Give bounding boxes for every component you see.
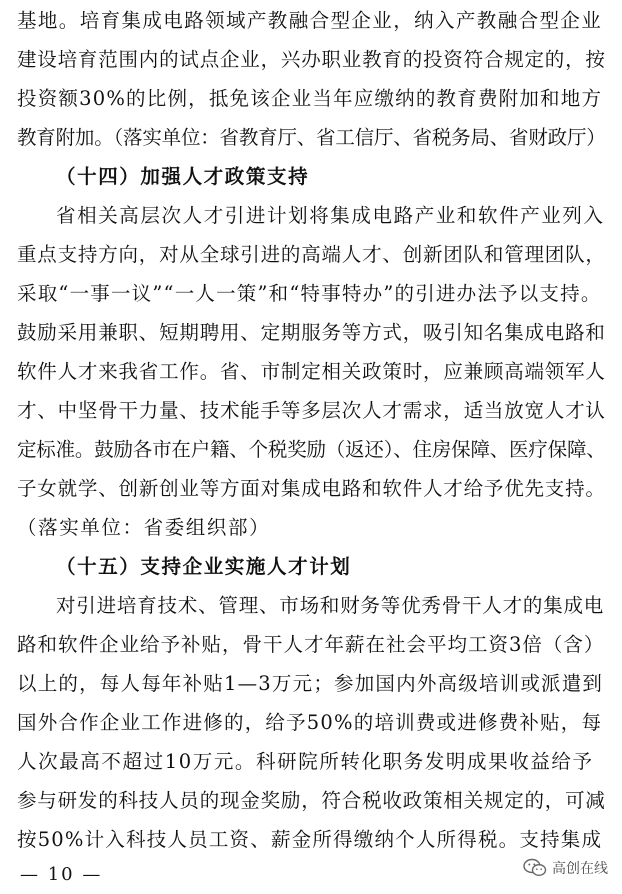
body-line-14: （落实单位：省委组织部） (17, 516, 271, 539)
body-line-2: 建设培育范围内的试点企业，兴办职业教育的投资符合规定的，按 (17, 48, 606, 71)
body-line-20: 人次最高不超过10万元。科研院所转化职务发明成果收益给予 (17, 750, 594, 773)
body-line-10: 软件人才来我省工作。省、市制定相关政策时，应兼顾高端领军人 (17, 360, 606, 383)
watermark (523, 858, 608, 878)
body-line-18: 以上的，每人每年补贴1—3万元；参加国内外高级培训或派遣到 (17, 672, 604, 695)
body-line-13: 子女就学、创新创业等方面对集成电路和软件人才给予优先支持。 (17, 477, 606, 500)
body-line-8: 采取“一事一议”“一人一策”和“特事特办”的引进办法予以支持。 (17, 282, 602, 305)
section-heading-14: （十四）加强人才政策支持 (56, 165, 310, 188)
body-line-22: 按50%计入科技人员工资、薪金所得缴纳个人所得税。支持集成 (17, 828, 603, 851)
body-line-6: 省相关高层次人才引进计划将集成电路产业和软件产业列入 (56, 204, 605, 227)
body-line-12: 定标准。鼓励各市在户籍、个税奖励（返还）、住房保障、医疗保障、 (17, 438, 606, 461)
body-line-11: 才、中坚骨干力量、技术能手等多层次人才需求，适当放宽人才认 (17, 399, 606, 422)
body-line-19: 国外合作企业工作进修的，给予50%的培训费或进修费补贴，每 (17, 711, 603, 734)
section-heading-15: （十五）支持企业实施人才计划 (56, 555, 352, 578)
page-number: — 10 — (20, 864, 103, 885)
body-line-17: 路和软件企业给予补贴，骨干人才年薪在社会平均工资3倍（含） (17, 633, 605, 656)
watermark-label: 高创在线 (552, 861, 608, 877)
body-line-16: 对引进培育技术、管理、市场和财务等优秀骨干人才的集成电 (56, 594, 605, 617)
body-line-3: 投资额30%的比例，抵免该企业当年应缴纳的教育费附加和地方 (17, 87, 603, 110)
body-line-9: 鼓励采用兼职、短期聘用、定期服务等方式，吸引知名集成电路和 (17, 321, 606, 344)
body-line-4: 教育附加。（落实单位：省教育厅、省工信厅、省税务局、省财政厅） (17, 126, 606, 149)
wechat-icon (523, 858, 547, 878)
body-line-7: 重点支持方向，对从全球引进的高端人才、创新团队和管理团队， (17, 243, 606, 266)
body-line-1: 基地。培育集成电路领域产教融合型企业，纳入产教融合型企业 (17, 9, 603, 32)
body-line-21: 参与研发的科技人员的现金奖励，符合税收政策相关规定的，可减 (17, 789, 606, 812)
